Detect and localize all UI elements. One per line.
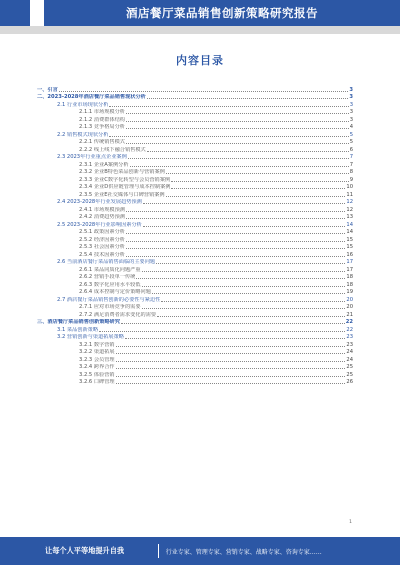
toc-entry-page: 20	[346, 304, 353, 310]
toc-entry[interactable]	[35, 205, 353, 213]
toc-entry-page: 26	[346, 379, 353, 385]
toc-entry[interactable]	[35, 108, 353, 116]
toc-dot-leader	[126, 241, 345, 242]
toc-entry-title: 3.2.6 口碑管理	[79, 379, 115, 385]
toc-entry-title: 2.6 当前酒店餐厅菜品销售面临的主要问题	[57, 259, 156, 265]
toc-entry-title: 2.5.2 经济因素分析	[79, 236, 125, 243]
toc-entry-title: 一、引言	[37, 86, 58, 93]
toc-entry-title: 2.3.1 企业A案例分析	[79, 161, 129, 168]
toc-dot-leader	[126, 211, 345, 212]
toc-dot-leader	[109, 136, 348, 137]
toc-entry[interactable]	[35, 138, 353, 146]
toc-entry-title: 3.2.4 跨界合作	[79, 364, 115, 370]
toc-entry-page: 3	[349, 94, 353, 100]
toc-entry-title: 2.4 2023-2028年行业发展趋势预测	[57, 199, 142, 205]
toc-entry[interactable]	[35, 100, 353, 108]
toc-entry-title: 3.2.5 体验营销	[79, 371, 115, 378]
toc-entry-page: 3	[349, 109, 353, 115]
toc-entry-page: 13	[346, 214, 353, 220]
toc-entry-title: 2.2 销售模式现状分析	[57, 131, 109, 138]
toc-entry-title: 2.5 2023-2028年行业影响因素分析	[57, 221, 142, 228]
toc-dot-leader	[125, 338, 345, 339]
toc-entry-title: 2.3.5 企业E社交媒体与口碑营销案例	[79, 191, 165, 198]
toc-dot-leader	[116, 353, 346, 354]
toc-dot-leader	[126, 256, 345, 257]
toc-entry[interactable]	[35, 220, 353, 228]
toc-entry[interactable]	[35, 288, 353, 296]
toc-entry[interactable]	[35, 378, 353, 386]
toc-dot-leader	[126, 121, 349, 122]
toc-entry-title: 2.7.2 满足消费者需求变化的需要	[79, 311, 157, 318]
toc-entry[interactable]	[35, 168, 353, 176]
toc-dot-leader	[116, 383, 346, 384]
toc-entry-page: 24	[346, 349, 353, 355]
toc-entry[interactable]	[35, 153, 353, 161]
toc-entry-page: 12	[346, 199, 353, 205]
toc-dot-leader	[99, 331, 345, 332]
toc-dot-leader	[128, 158, 349, 159]
footer-bar	[0, 537, 400, 565]
toc-dot-leader	[161, 301, 345, 302]
toc-entry[interactable]	[35, 198, 353, 206]
toc-entry-page: 14	[346, 229, 353, 235]
toc-entry[interactable]	[35, 273, 353, 281]
toc-dot-leader	[126, 233, 345, 234]
toc-entry-page: 8	[349, 169, 353, 175]
page-number: 1	[349, 520, 352, 525]
toc-entry-page: 22	[346, 326, 353, 333]
toc-dot-leader	[116, 376, 346, 377]
toc-dot-leader	[126, 128, 349, 129]
toc-dot-leader	[116, 368, 346, 369]
toc-entry-page: 4	[349, 124, 353, 130]
toc-entry-page: 23	[346, 341, 353, 348]
toc-entry-page: 12	[346, 206, 353, 213]
toc-entry-page: 9	[349, 176, 353, 183]
toc-dot-leader	[166, 196, 346, 197]
toc-entry[interactable]	[35, 115, 353, 123]
toc-entry-title: 2.1.3 竞争格局分析	[79, 124, 125, 130]
toc-entry[interactable]	[35, 228, 353, 236]
toc-entry-title: 2.5.3 社会因素分析	[79, 244, 125, 250]
toc-entry-page: 3	[349, 116, 353, 123]
toc-entry[interactable]	[35, 303, 353, 311]
toc-entry-page: 19	[346, 289, 353, 295]
toc-entry-page: 22	[345, 319, 353, 325]
report-title: 酒店餐厅菜品销售创新策略研究报告	[126, 6, 318, 20]
toc-dot-leader	[126, 113, 349, 114]
toc-dot-leader	[126, 218, 345, 219]
toc-entry-page: 5	[349, 139, 353, 145]
toc-entry-title: 2.7 酒店餐厅菜品销售创新的必要性与紧迫性	[57, 296, 161, 303]
toc-dot-leader	[116, 361, 346, 362]
toc-entry-title: 2.3.4 企业D供应链管理与成本控制案例	[79, 184, 171, 190]
toc-dot-leader	[130, 166, 349, 167]
toc-entry-title: 2.6.2 营销手段单一传统	[79, 274, 136, 280]
toc-entry[interactable]	[35, 190, 353, 198]
toc-entry-page: 25	[346, 371, 353, 378]
toc-entry-page: 6	[349, 146, 353, 153]
toc-dot-leader	[152, 293, 345, 294]
toc-entry-title: 2.6.4 成本控制与定价策略问题	[79, 289, 151, 295]
toc-dot-leader	[142, 271, 346, 272]
toc-entry-page: 14	[346, 221, 353, 228]
toc-entry-title: 2.1.2 消费群体结构	[79, 116, 125, 123]
toc-entry-title: 2.3.3 企业C数字化转型与会员营销案例	[79, 176, 171, 183]
toc-entry[interactable]	[35, 183, 353, 191]
table-of-contents	[35, 85, 353, 515]
toc-entry[interactable]	[35, 130, 353, 138]
toc-dot-leader	[166, 173, 349, 174]
toc-entry-page: 23	[346, 334, 353, 340]
toc-entry[interactable]	[35, 93, 353, 101]
toc-entry-title: 2.5.1 政策因素分析	[79, 229, 125, 235]
toc-dot-leader	[126, 143, 349, 144]
toc-entry[interactable]	[35, 85, 353, 93]
toc-entry[interactable]	[35, 310, 353, 318]
toc-entry-title: 3.2.1 数字营销	[79, 341, 115, 348]
toc-entry-page: 18	[346, 274, 353, 280]
toc-entry-title: 2.4.2 消费趋势预测	[79, 214, 125, 220]
toc-entry[interactable]	[35, 355, 353, 363]
toc-entry-title: 2.4.1 市场规模预测	[79, 206, 125, 213]
toc-entry[interactable]	[35, 370, 353, 378]
toc-entry-page: 15	[346, 236, 353, 243]
toc-dot-leader	[142, 308, 346, 309]
toc-entry[interactable]	[35, 213, 353, 221]
toc-entry-page: 7	[349, 161, 353, 168]
toc-entry-title: 3.2.3 会员管理	[79, 356, 115, 363]
toc-entry-title: 2.1 行业市场现状分析	[57, 101, 109, 108]
toc-entry[interactable]	[35, 175, 353, 183]
footer-slogan: 让每个人平等地提升自我	[45, 546, 125, 555]
toc-entry-title: 2.5.4 技术因素分析	[79, 251, 125, 258]
toc-dot-leader	[171, 181, 349, 182]
toc-dot-leader	[156, 263, 345, 264]
toc-entry[interactable]	[35, 340, 353, 348]
toc-entry[interactable]	[35, 250, 353, 258]
toc-dot-leader	[116, 346, 346, 347]
toc-entry[interactable]	[35, 333, 353, 341]
toc-entry-title: 二、2023-2028年酒店餐厅菜品销售现状分析	[37, 94, 146, 100]
toc-dot-leader	[126, 248, 345, 249]
toc-dot-leader	[59, 91, 349, 92]
toc-entry-title: 3.1 菜品创新策略	[57, 326, 99, 333]
toc-entry-page: 17	[346, 259, 353, 265]
toc-entry-page: 15	[346, 244, 353, 250]
toc-dot-leader	[142, 286, 346, 287]
toc-dot-leader	[121, 323, 345, 324]
toc-dot-leader	[157, 316, 345, 317]
toc-entry-page: 11	[346, 191, 353, 198]
toc-dot-leader	[147, 98, 349, 99]
toc-entry[interactable]	[35, 243, 353, 251]
toc-entry[interactable]	[35, 235, 353, 243]
toc-entry-page: 7	[349, 154, 353, 160]
toc-entry[interactable]	[35, 295, 353, 303]
toc-entry-page: 3	[349, 86, 353, 93]
toc-entry[interactable]	[35, 325, 353, 333]
toc-dot-leader	[143, 226, 346, 227]
header-bar	[0, 0, 400, 26]
toc-entry[interactable]	[35, 123, 353, 131]
toc-entry[interactable]	[35, 160, 353, 168]
toc-entry-title: 3.2.2 渠道拓展	[79, 349, 115, 355]
toc-entry-title: 2.3.2 企业B特色菜品创新与营销案例	[79, 169, 165, 175]
toc-entry-page: 21	[346, 311, 353, 318]
toc-entry-page: 16	[346, 251, 353, 258]
toc-entry[interactable]	[35, 145, 353, 153]
toc-entry-title: 2.1.1 市场规模分析	[79, 109, 125, 115]
toc-entry-title: 2.3 2023年行业重点企业案例	[57, 154, 127, 160]
toc-entry-page: 25	[346, 364, 353, 370]
toc-entry-page: 10	[346, 184, 353, 190]
toc-entry[interactable]	[35, 318, 353, 326]
toc-entry-title: 2.2.1 传统销售模式	[79, 139, 125, 145]
toc-dot-leader	[171, 188, 345, 189]
toc-entry-title: 2.6.1 菜品同质化问题严重	[79, 266, 141, 273]
toc-dot-leader	[109, 106, 348, 107]
header-accent-block	[30, 0, 44, 26]
toc-entry-page: 18	[346, 281, 353, 288]
toc-entry-title: 三、酒店餐厅菜品销售创新策略研究	[37, 319, 121, 325]
toc-entry[interactable]	[35, 265, 353, 273]
toc-dot-leader	[136, 278, 345, 279]
toc-entry-page: 20	[346, 296, 353, 303]
toc-entry-title: 2.6.3 数字化应用水平较低	[79, 281, 141, 288]
footer-tagline: 行业专家、管理专家、营销专家、战略专家、咨询专家……	[165, 548, 322, 556]
toc-entry[interactable]	[35, 258, 353, 266]
toc-entry[interactable]	[35, 348, 353, 356]
toc-entry-page: 3	[349, 101, 353, 108]
toc-dot-leader	[147, 151, 349, 152]
toc-entry-title: 2.2.2 线上线下融合销售模式	[79, 146, 146, 153]
toc-entry-title: 2.7.1 应对市场竞争的需要	[79, 304, 141, 310]
toc-heading: 内容目录	[176, 54, 224, 67]
toc-entry-title: 3.2 营销创新与渠道拓展策略	[57, 334, 124, 340]
toc-entry-page: 17	[346, 266, 353, 273]
toc-entry[interactable]	[35, 280, 353, 288]
toc-entry-page: 5	[349, 131, 353, 138]
toc-dot-leader	[143, 203, 346, 204]
toc-entry-page: 24	[346, 356, 353, 363]
toc-entry[interactable]	[35, 363, 353, 371]
